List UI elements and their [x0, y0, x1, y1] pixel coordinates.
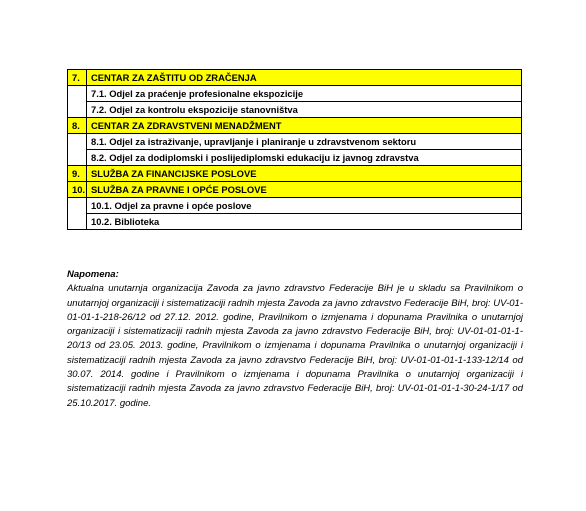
section-number: 9. [68, 166, 87, 182]
section-number: 7. [68, 70, 87, 86]
subsection-label: 8.2. Odjel za dodiplomski i poslijediplomski edukaciju iz javnog zdravstva [87, 150, 522, 166]
section-row-9 [68, 166, 522, 182]
note-title: Napomena: [67, 269, 119, 280]
section-row-8 [68, 118, 522, 134]
subsection-row [68, 86, 522, 102]
subsection-label: 7.1. Odjel za praćenje profesionalne ekspozicije [87, 86, 522, 102]
note-block [67, 268, 523, 411]
subsection-row [68, 102, 522, 118]
organization-table [67, 69, 522, 230]
section-title: SLUŽBA ZA PRAVNE I OPĆE POSLOVE [87, 182, 522, 198]
subsection-label: 10.1. Odjel za pravne i opće poslove [87, 198, 522, 214]
subsection-row [68, 150, 522, 166]
section-number: 8. [68, 118, 87, 134]
subsection-label: 8.1. Odjel za istraživanje, upravljanje i planiranje u zdravstvenom sektoru [87, 134, 522, 150]
section-title: SLUŽBA ZA FINANCIJSKE POSLOVE [87, 166, 522, 182]
subsection-label: 7.2. Odjel za kontrolu ekspozicije stanovništva [87, 102, 522, 118]
section-number: 10. [68, 182, 87, 198]
section-title: CENTAR ZA ZDRAVSTVENI MENADŽMENT [87, 118, 522, 134]
subsection-row [68, 198, 522, 214]
section-title: CENTAR ZA ZAŠTITU OD ZRAČENJA [87, 70, 522, 86]
section-row-7 [68, 70, 522, 86]
subsection-label: 10.2. Biblioteka [87, 214, 522, 230]
note-body: Aktualna unutarnja organizacija Zavoda za javno zdravstvo Federacije BiH je u skladu sa Pravilnikom o unutarnjoj organizaciji i sistematizaciji radnih mjesta Zavoda za javno zdravstvo Federacije BiH, broj: UV-01-01-01-1-218-26/12 od 27.12. 2012. godine, Pravilnikom o izmjenama i dopunama Pravilnika o unutarnjoj organizaciji i sistematizaciji radnih mjesta Zavoda za javno zdravstvo Federacije BiH, broj: UV-01-01-01-1-20/13 od 23.05. 2013. godine, Pravilnikom o izmjenama i dopunama Pravilnika o unutarnjoj organizaciji i sistematizaciji radnih mjesta Zavoda za javno zdravstvo Federacije BiH, broj: UV-01-01-01-1-133-12/14 od 30.07. 2014. godine i Pravilnikom o izmjenama i dopunama Pravilnika o unutarnjoj organizaciji i sistematizaciji radnih mjesta Zavoda za javno zdravstvo Federacije BiH, broj: UV-01-01-01-1-30-24-1/17 od 25.10.2017. godine. [67, 283, 523, 409]
subsection-row [68, 214, 522, 230]
section-row-10 [68, 182, 522, 198]
subsection-row [68, 134, 522, 150]
